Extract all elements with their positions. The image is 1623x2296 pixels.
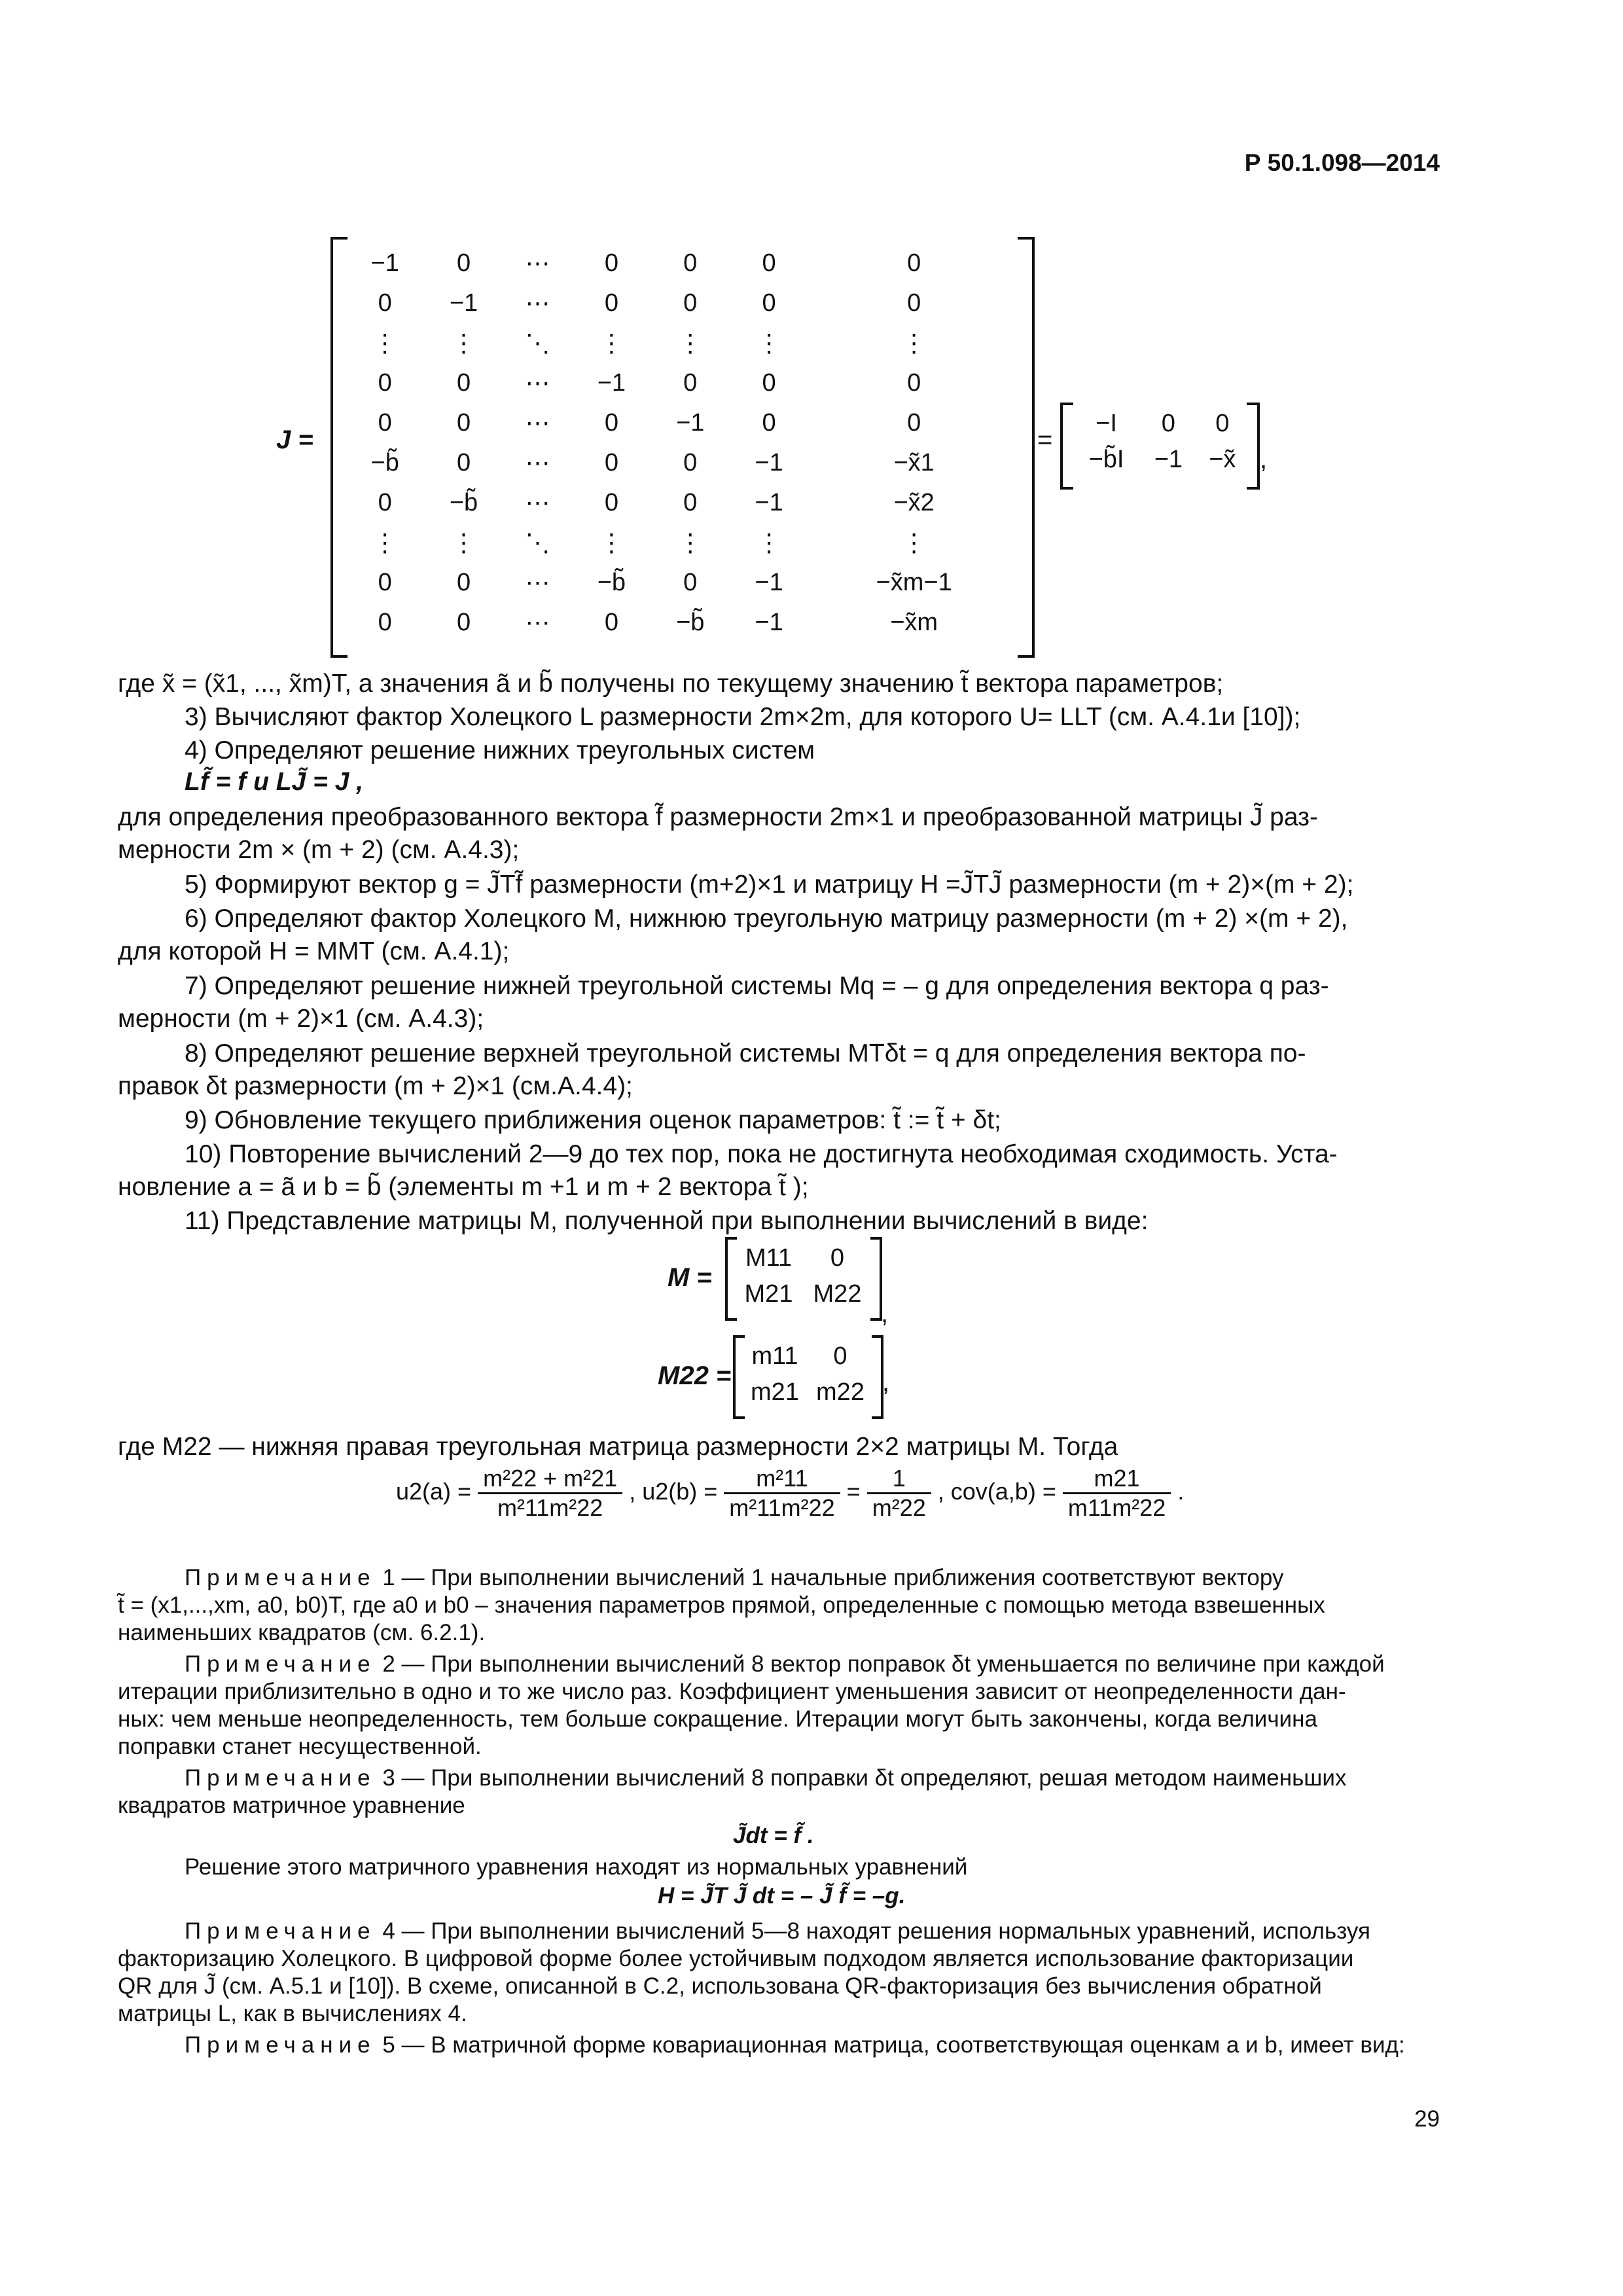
- matrix-cell: 0: [833, 1342, 847, 1370]
- matrix-cell: −1: [370, 249, 399, 277]
- matrix-cell: 0: [456, 609, 471, 636]
- matrix-cell: ⋮: [677, 330, 703, 357]
- note-3-line-2: квадратов матричное уравнение: [118, 1793, 465, 1818]
- matrix-cell: −x̃2: [893, 489, 935, 516]
- matrix-cell: ⋮: [757, 529, 782, 557]
- matrix-cell: 0: [604, 489, 618, 516]
- matrix-row: [346, 323, 1020, 363]
- matrix-cell: −b̃: [370, 449, 399, 476]
- matrix-cell: 0: [683, 449, 698, 476]
- matrix-cell: −1: [1154, 446, 1183, 473]
- u2a-fraction: $\frac{\text{m²22 + m²21}}{\text{m²11m²22}}$: [478, 1465, 622, 1522]
- step-5: 5) Формируют вектор g = J̃Tf̃ размерности (m+2)×1 и матрицу H =J̃TJ̃ размерности (m + 2)×(m + 2);: [185, 870, 1354, 899]
- matrix-cell: ⋮: [599, 330, 624, 357]
- u2b-equals: =: [846, 1478, 861, 1505]
- note-3-line-3: Решение этого матричного уравнения находят из нормальных уравнений: [185, 1854, 968, 1880]
- matrix-cell: −1: [755, 489, 783, 516]
- matrix-cell: ⋯: [525, 490, 550, 517]
- matrix-cell: 0: [456, 369, 471, 397]
- matrix-cell: 0: [604, 449, 618, 476]
- note-4-line-1: Примечание 4 — При выполнении вычислений 5—8 находят решения нормальных уравнений, используя: [185, 1918, 1370, 1944]
- matrix-cell: −1: [597, 369, 626, 397]
- matrix-cell: M22: [813, 1280, 862, 1308]
- matrix-cell: m11: [751, 1342, 798, 1370]
- cov-label: , cov(a,b) =: [937, 1478, 1056, 1505]
- matrix-row: [346, 523, 1020, 563]
- matrix-row: [1072, 406, 1249, 442]
- step-3: 3) Вычисляют фактор Холецкого L размерности 2m×2m, для которого U= LLT (см. А.4.1и [10]);: [185, 703, 1301, 731]
- matrix-cell: 0: [604, 249, 618, 277]
- note-2-line-2: итерации приблизительно в одно и то же число раз. Коэффициент уменьшения зависит от неопределенности дан-: [118, 1679, 1346, 1704]
- note-2-line-1: Примечание 2 — При выполнении вычислений 8 вектор поправок δt уменьшается по величине при каждой: [185, 1651, 1385, 1677]
- step-4-continuation-1: для определения преобразованного вектора f̃ размерности 2m×1 и преобразованной матрицы J̃ раз-: [118, 803, 1318, 831]
- matrix-row: [734, 1276, 872, 1312]
- matrix-cell: 0: [456, 449, 471, 476]
- matrix-cell: ⋯: [525, 290, 550, 317]
- step-10-line-1: 10) Повторение вычислений 2—9 до тех пор, пока не достигнута необходимая сходимость. Уста-: [185, 1140, 1338, 1168]
- matrix-cell: ⋯: [525, 410, 550, 437]
- note-2-line-3: ных: чем меньше неопределенность, тем больше сокращение. Итерации могут быть закончены, когда величина: [118, 1706, 1317, 1732]
- step-8-line-2: правок δt размерности (m + 2)×1 (см.А.4.4);: [118, 1072, 633, 1100]
- matrix-cell: 0: [456, 409, 471, 437]
- matrix-cell: ⋮: [677, 529, 703, 557]
- matrix-cell: ⋮: [757, 330, 782, 357]
- note-1-line-3: наименьших квадратов (см. 6.2.1).: [118, 1620, 486, 1645]
- u2b-label: , u2(b) =: [629, 1478, 718, 1505]
- matrix-cell: 0: [378, 489, 392, 516]
- matrix-m-lhs: M =: [668, 1263, 712, 1292]
- matrix-cell: −1: [755, 609, 783, 636]
- matrix-m22-comma: ,: [882, 1368, 890, 1397]
- matrix-cell: −1: [449, 289, 478, 317]
- matrix-cell: 0: [456, 249, 471, 277]
- matrix-cell: M11: [745, 1244, 793, 1272]
- matrix-cell: 0: [683, 249, 698, 277]
- matrix-cell: ⋱: [525, 330, 550, 357]
- matrix-cell: ⋮: [372, 330, 398, 357]
- matrix-cell: −x̃m−1: [876, 569, 952, 596]
- step-4: 4) Определяют решение нижних треугольных систем: [185, 736, 815, 764]
- step-6-line-1: 6) Определяют фактор Холецкого M, нижнюю треугольную матрицу размерности (m + 2) ×(m + 2),: [185, 905, 1348, 933]
- matrix-j-equals: =: [1037, 425, 1053, 454]
- m22-description: где M22 — нижняя правая треугольная матрица размерности 2×2 матрицы M. Тогда: [118, 1433, 1118, 1461]
- matrix-cell: −x̃: [1209, 446, 1236, 473]
- matrix-row: [742, 1338, 873, 1374]
- step-8-line-1: 8) Определяют решение верхней треугольной системы MTδt = q для определения вектора по-: [185, 1039, 1306, 1067]
- matrix-cell: 0: [378, 409, 392, 437]
- step-4-equation: Lf̃ = f и LJ̃ = J ,: [185, 768, 364, 796]
- matrix-cell: 0: [683, 289, 698, 317]
- matrix-cell: ⋮: [901, 330, 927, 357]
- matrix-cell: −x̃1: [893, 449, 935, 476]
- matrix-row: [734, 1240, 872, 1276]
- matrix-cell: −1: [755, 569, 783, 596]
- matrix-cell: ⋮: [599, 529, 624, 557]
- document-id: Р 50.1.098—2014: [1244, 149, 1440, 176]
- matrix-cell: 0: [762, 289, 776, 317]
- matrix-cell: ⋮: [372, 529, 398, 557]
- note-3-normal-equation: H = J̃T J̃ dt = – J̃ f̃ = –g.: [658, 1883, 906, 1909]
- matrix-cell: 0: [683, 569, 698, 596]
- step-7-line-1: 7) Определяют решение нижней треугольной системы Mq = – g для определения вектора q раз-: [185, 972, 1329, 1000]
- block-matrix: [1072, 406, 1249, 478]
- matrix-cell: 0: [683, 489, 698, 516]
- u2a-label: u2(a) =: [396, 1478, 472, 1505]
- matrix-cell: ⋯: [525, 569, 550, 597]
- matrix-cell: −b̃: [449, 489, 478, 516]
- matrix-row: [346, 443, 1020, 483]
- matrix-row: [346, 603, 1020, 643]
- matrix-j: [346, 243, 1020, 643]
- matrix-cell: m21: [751, 1378, 799, 1406]
- matrix-cell: ⋮: [451, 330, 476, 357]
- matrix-row: [346, 483, 1020, 523]
- matrix-cell: 0: [378, 569, 392, 596]
- matrix-m: [734, 1240, 872, 1312]
- matrix-row: [1072, 442, 1249, 478]
- matrix-cell: ⋱: [525, 529, 550, 557]
- matrix-cell: 0: [830, 1244, 845, 1272]
- note-4-line-3: QR для J̃ (см. А.5.1 и [10]). В схеме, описанной в С.2, использована QR-факторизация без вычисления обратной: [118, 1973, 1322, 1999]
- block-matrix-right-bracket: [1247, 403, 1260, 490]
- u2b-fraction-simplified: $\frac{1}{\text{m²22}}$: [867, 1465, 931, 1522]
- matrix-m22: [742, 1338, 873, 1410]
- step-6-line-2: для которой H = MMT (см. А.4.1);: [118, 937, 510, 965]
- note-3-equation: J̃dt = f̃ .: [733, 1823, 814, 1848]
- matrix-cell: 0: [378, 289, 392, 317]
- matrix-cell: 0: [1161, 410, 1175, 437]
- matrix-row: [346, 563, 1020, 603]
- text-line-xtilde: где x̃ = (x̃1, ..., x̃m)T, а значения ã и b̃ получены по текущему значению t̃ вектора параметров;: [118, 670, 1224, 698]
- u2b-fraction: $\frac{\text{m²11}}{\text{m²11m²22}}$: [724, 1465, 840, 1522]
- matrix-cell: 0: [762, 249, 776, 277]
- note-4-line-2: факторизацию Холецкого. В цифровой форме более устойчивым подходом является использование факторизации: [118, 1946, 1354, 1971]
- matrix-cell: 0: [456, 569, 471, 596]
- matrix-j-right-bracket: [1018, 237, 1035, 658]
- matrix-m22-lhs: M22 =: [658, 1361, 732, 1390]
- matrix-cell: ⋯: [525, 450, 550, 477]
- matrix-cell: 0: [604, 289, 618, 317]
- cov-fraction: $\frac{m21}{\text{m11m²22}}$: [1063, 1465, 1171, 1522]
- matrix-cell: 0: [907, 369, 921, 397]
- matrix-cell: 0: [1215, 410, 1230, 437]
- step-7-line-2: мерности (m + 2)×1 (см. А.4.3);: [118, 1005, 484, 1033]
- step-11: 11) Представление матрицы M, полученной при выполнении вычислений в виде:: [185, 1207, 1149, 1235]
- note-3-line-1: Примечание 3 — При выполнении вычислений 8 поправки δt определяют, решая методом наименьших: [185, 1765, 1347, 1791]
- matrix-cell: −1: [676, 409, 705, 437]
- uncertainty-formula: [396, 1465, 1184, 1522]
- block-matrix-left-bracket: [1060, 403, 1073, 490]
- matrix-cell: 0: [378, 609, 392, 636]
- matrix-cell: 0: [604, 409, 618, 437]
- matrix-cell: 0: [907, 409, 921, 437]
- matrix-j-lhs: J =: [276, 425, 313, 454]
- matrix-cell: 0: [378, 369, 392, 397]
- matrix-cell: 0: [907, 289, 921, 317]
- matrix-cell: ⋮: [451, 529, 476, 557]
- note-1-line-1: Примечание 1 — При выполнении вычислений 1 начальные приближения соответствуют вектору: [185, 1565, 1284, 1590]
- matrix-cell: ⋮: [901, 529, 927, 557]
- matrix-cell: m22: [816, 1378, 865, 1406]
- step-10-line-2: новление a = ã и b = b̃ (элементы m +1 и m + 2 вектора t̃ );: [118, 1173, 809, 1201]
- matrix-cell: −I: [1096, 410, 1117, 437]
- matrix-cell: −b̃: [676, 609, 705, 636]
- matrix-cell: M21: [744, 1280, 793, 1308]
- matrix-row: [346, 363, 1020, 403]
- matrix-cell: ⋯: [525, 370, 550, 397]
- block-matrix-comma: ,: [1260, 445, 1268, 474]
- note-1-line-2: t̃ = (x1,...,xm, a0, b0)T, где a0 и b0 – значения параметров прямой, определенные с помощью метода взвешенных: [118, 1592, 1325, 1618]
- step-9: 9) Обновление текущего приближения оценок параметров: t̃ := t̃ + δt;: [185, 1106, 1001, 1134]
- step-4-continuation-2: мерности 2m × (m + 2) (см. А.4.3);: [118, 836, 520, 864]
- note-4-line-4: матрицы L, как в вычислениях 4.: [118, 2001, 467, 2026]
- matrix-cell: 0: [907, 249, 921, 277]
- matrix-cell: 0: [683, 369, 698, 397]
- formula-end: .: [1177, 1478, 1185, 1505]
- matrix-cell: −1: [755, 449, 783, 476]
- matrix-row: [346, 243, 1020, 283]
- matrix-cell: −x̃m: [890, 609, 938, 636]
- matrix-cell: −b̃I: [1088, 446, 1124, 473]
- matrix-cell: 0: [762, 369, 776, 397]
- matrix-cell: −b̃: [597, 569, 626, 596]
- matrix-row: [346, 403, 1020, 443]
- matrix-cell: 0: [604, 609, 618, 636]
- matrix-cell: 0: [762, 409, 776, 437]
- matrix-cell: ⋯: [525, 250, 550, 278]
- note-5-line-1: Примечание 5 — В матричной форме ковариационная матрица, соответствующая оценкам a и b, имеет вид:: [185, 2032, 1405, 2058]
- page-number: 29: [1414, 2106, 1440, 2132]
- matrix-row: [346, 283, 1020, 323]
- matrix-m-comma: ,: [881, 1299, 889, 1328]
- matrix-row: [742, 1374, 873, 1410]
- note-2-line-4: поправки станет несущественной.: [118, 1734, 482, 1759]
- matrix-cell: ⋯: [525, 609, 550, 637]
